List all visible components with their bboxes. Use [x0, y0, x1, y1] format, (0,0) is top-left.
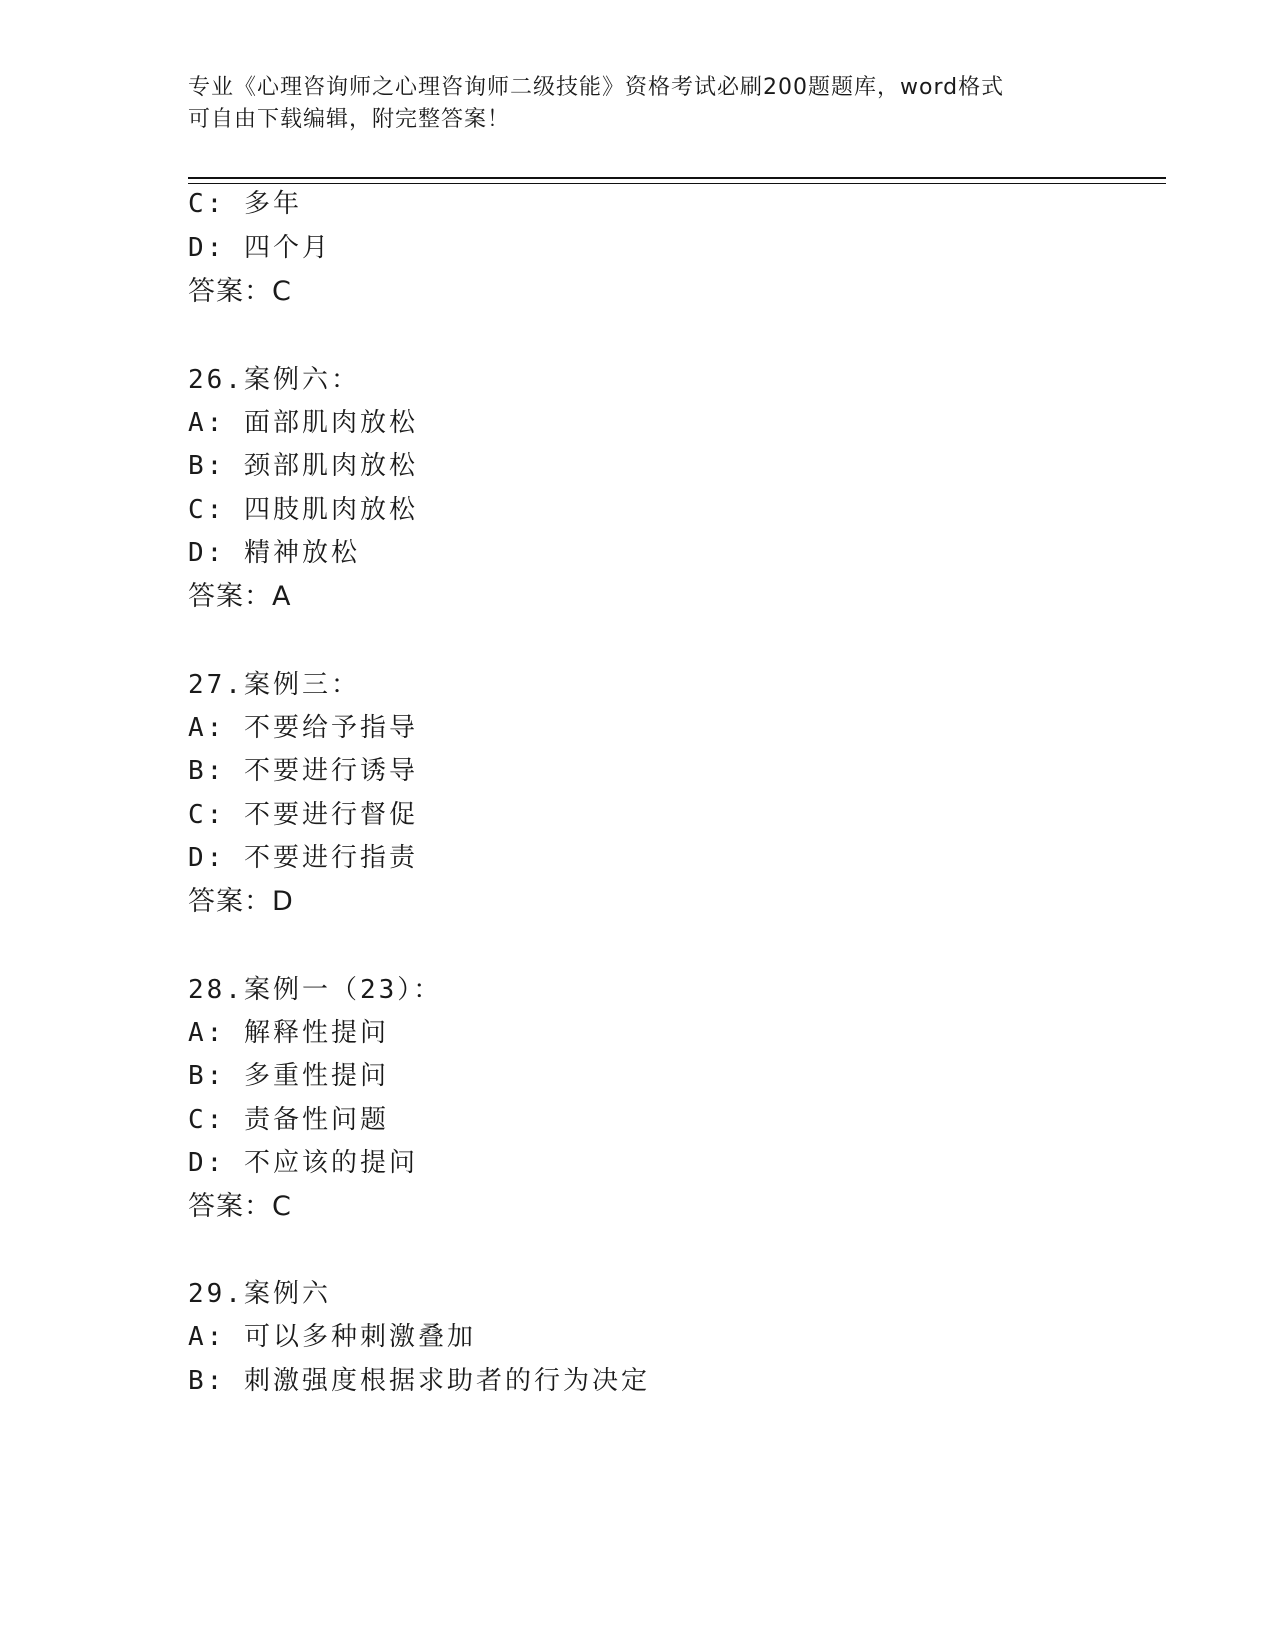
q26-answer: 答案：A — [188, 581, 292, 612]
q27-option-b: B: 不要进行诱导 — [188, 756, 418, 786]
q28-option-d: D: 不应该的提问 — [188, 1148, 418, 1178]
q27-option-a: A: 不要给予指导 — [188, 713, 418, 743]
q27-option-c: C: 不要进行督促 — [188, 800, 418, 830]
q26-stem: 26.案例六： — [188, 365, 360, 395]
q28-answer: 答案：C — [188, 1191, 292, 1222]
header-divider-thick — [188, 177, 1166, 179]
q28-stem: 28.案例一（23）： — [188, 975, 443, 1005]
header-title-line-2: 可自由下载编辑，附完整答案！ — [188, 107, 511, 132]
q26-option-c: C: 四肢肌肉放松 — [188, 495, 418, 525]
q29-stem: 29.案例六 — [188, 1279, 331, 1309]
q25-option-c: C: 多年 — [188, 189, 302, 219]
document-header — [188, 72, 1088, 136]
q26-option-d: D: 精神放松 — [188, 538, 360, 568]
q29-option-a: A: 可以多种刺激叠加 — [188, 1322, 476, 1352]
q27-stem: 27.案例三： — [188, 670, 360, 700]
q25-option-d: D: 四个月 — [188, 233, 331, 263]
q27-option-d: D: 不要进行指责 — [188, 843, 418, 873]
q26-option-a: A: 面部肌肉放松 — [188, 408, 418, 438]
q27-answer: 答案：D — [188, 886, 294, 917]
header-title-line-1: 专业《心理咨询师之心理咨询师二级技能》资格考试必刷200题题库，word格式 — [188, 75, 1005, 100]
q28-option-c: C: 责备性问题 — [188, 1105, 389, 1135]
q25-answer: 答案：C — [188, 276, 292, 307]
q28-option-a: A: 解释性提问 — [188, 1018, 389, 1048]
q28-option-b: B: 多重性提问 — [188, 1061, 389, 1091]
q29-option-b: B: 刺激强度根据求助者的行为决定 — [188, 1366, 650, 1396]
q26-option-b: B: 颈部肌肉放松 — [188, 451, 418, 481]
header-divider-thin — [188, 183, 1166, 184]
